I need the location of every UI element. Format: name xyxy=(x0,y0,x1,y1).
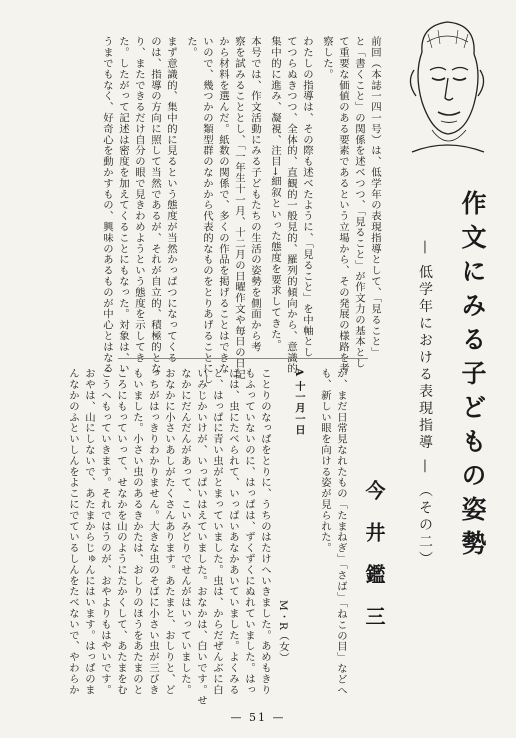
text-column: いので、幾つかの類型群のなかから代表的なものをとりあげることにし xyxy=(201,36,213,385)
entry-date: A 十一月一日 xyxy=(293,368,305,436)
text-column: ことりのなっぱをとりに、うちのはたけへいきました。あめもきり xyxy=(259,368,271,695)
article-title: 作文にみる子どもの姿勢 xyxy=(458,190,487,564)
text-column: もふっていないのに、はっぱは、ずくずくにぬれていました。はっ xyxy=(243,368,255,695)
text-column: て重要な価値のある要素であるという立場から、その発展の様路を考 xyxy=(337,36,349,374)
text-column: ぱは、虫にたべられて、いっぱいあなかあいていました。よくみる xyxy=(227,368,239,695)
text-column: おなかに小さいあしがたくさんあります。あたまと、おしりと、ど xyxy=(163,368,175,695)
text-column: 本号では、作文活動にみる子どもたちの生活の姿勢を側面から考 xyxy=(249,36,261,353)
text-column: 前回（本誌一四一号）は、低学年の表現指導として、「見ること」 xyxy=(369,36,381,358)
text-column: うまでもなく、好奇心を動かすもの、興味のあるものが中心とはなる xyxy=(101,36,113,374)
text-column: っちがはっきりわかりません。大きな虫のそばに小さい虫が三びき xyxy=(147,368,159,695)
text-column: まず意識的、集中的に見るという態度が当然かっぱつになってくる xyxy=(165,36,177,363)
text-column: んなかのふといしんをよこにでているしんをたべないで、やわらか xyxy=(67,368,79,695)
text-column: り、またできるだけ自分の眼で見きわめようという態度を示してき xyxy=(133,36,145,363)
text-column: てつらぬきつつ、全体的、直観的一般見的、羅列的傾向から、意識的 xyxy=(285,36,297,374)
text-column: こうへもっていきます。それではうのが、おやよりもはやいです。 xyxy=(99,368,111,695)
text-column: もいました。小さい虫のあるきかたは、おしりのほうをあたまのと xyxy=(131,368,143,695)
text-column: なかにだんだんがあって、こいみどりでせんがはいっていました。 xyxy=(179,368,191,695)
text-column: と、はっぱに青い虫がとまっていました。虫は、からだぜんぶに白 xyxy=(211,368,223,695)
text-column: た。 xyxy=(185,36,197,58)
text-column: が、まだ日常見なれたもの「たまねぎ」「さば」「ねこの目」などへ xyxy=(335,368,347,696)
section-divider xyxy=(118,358,368,359)
page-number: — 51 — xyxy=(230,711,286,724)
text-column: と「書くこと」の関係を述べつつ、「見ること」が作文力の基本とし xyxy=(353,36,365,369)
text-column: から材料を選んだ。紙数の関係で、多くの作品を掲げることはできな xyxy=(217,36,229,374)
text-column: ころにもっていって、せなかを山のようにたかくして、あたまをむ xyxy=(115,368,127,695)
buddha-face-drawing-icon xyxy=(392,12,502,166)
text-column: た。したがって記述は密度を加えてくることにもなった。対象は、い xyxy=(117,36,129,374)
text-column: おやは、山にしないで、あたまからじゅんにはいます。はっぱのま xyxy=(83,368,95,695)
text-column: いみじかいけが、いっぱいはえていました。おなかは、白いです。せ xyxy=(195,368,207,706)
entry-author: M・R（女） xyxy=(277,600,289,664)
text-column: のは、指導の方向に照して当然であるが、それが自立的、積極的とな xyxy=(149,36,161,374)
text-column: 察した。 xyxy=(321,36,333,80)
text-column: 集中的に進み、凝視、注目→細叙といった態度を要求してきた。 xyxy=(269,36,281,351)
article-subtitle: — 低学年における表現指導 — （その二） xyxy=(417,240,433,569)
text-column: 察を試みることとし、「一年生十一月、十二月の日曜作文や毎日の日記 xyxy=(233,36,245,380)
text-column: も、新しい眼を向ける姿が見られた。 xyxy=(319,368,331,554)
author-name: 今井鑑三 xyxy=(362,480,386,648)
text-column: わたしの指導は、その際も述べたように、「見ること」を中軸とし xyxy=(301,36,313,358)
